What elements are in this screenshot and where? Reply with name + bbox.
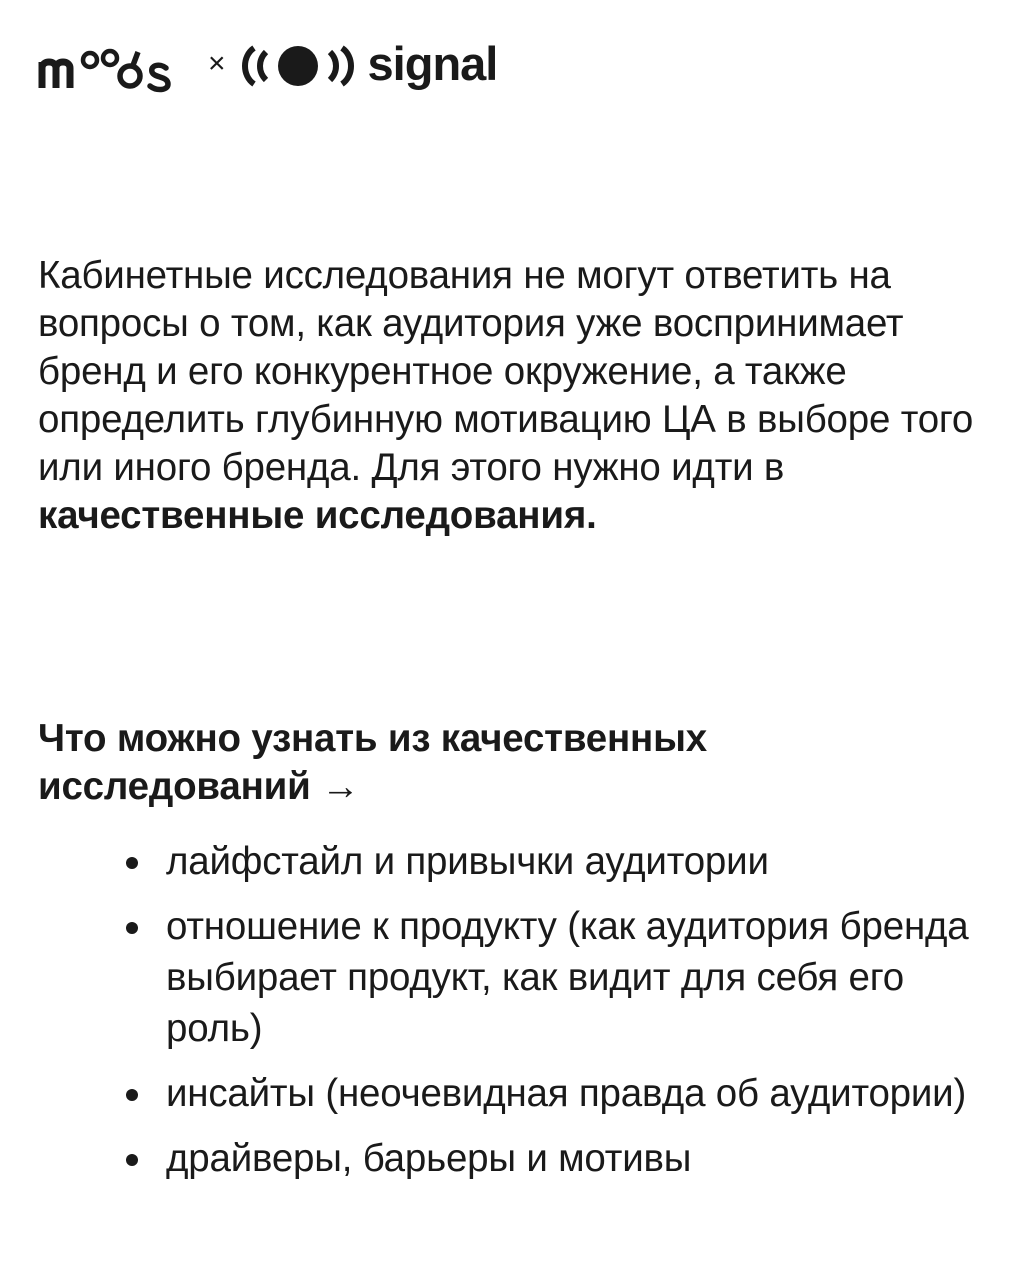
list-item: отношение к продукту (как аудитория бренда выбирает продукт, как видит для себя его роль) <box>166 901 996 1054</box>
logo-separator: × <box>208 47 226 80</box>
meads-logo <box>38 38 188 94</box>
list-item: лайфстайл и привычки аудитории <box>166 836 996 887</box>
intro-emphasis: качественные исследования. <box>38 494 597 537</box>
signal-logo-text: signal <box>367 36 498 90</box>
list-item: инсайты (неочевидная правда об аудитории) <box>166 1068 996 1119</box>
intro-paragraph <box>38 252 988 540</box>
section-heading: Что можно узнать из качественных исследований → <box>38 717 708 808</box>
list-item: драйверы, барьеры и мотивы <box>166 1133 996 1184</box>
signal-logo-icon <box>238 42 358 90</box>
brand-header <box>38 34 497 98</box>
intro-text: Кабинетные исследования не могут ответить на вопросы о том, как аудитория уже воспринимает бренд и его конкурентное окружение, а также определить глубинную мотивацию ЦА в выборе того или иного бренда. Для этого нужно идти в <box>38 254 974 489</box>
findings-list <box>166 836 996 1198</box>
